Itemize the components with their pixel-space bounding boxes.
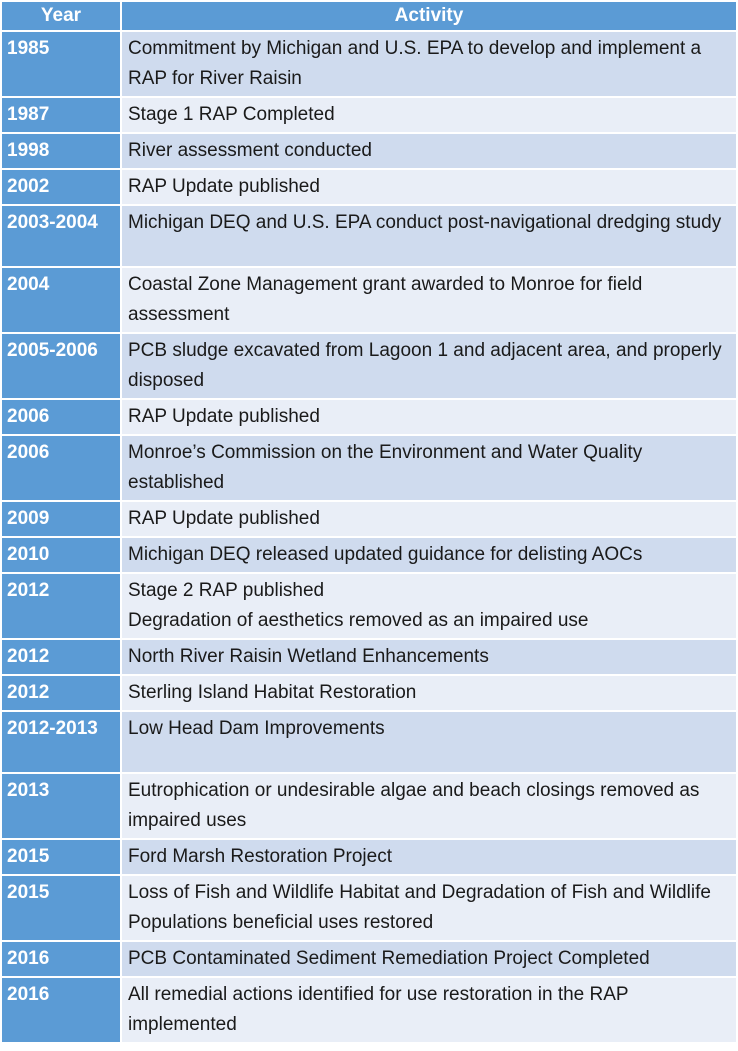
- activity-column-header: Activity: [122, 2, 736, 30]
- activity-line: Degradation of aesthetics removed as an impaired use: [128, 610, 589, 631]
- table-row: [2, 676, 736, 710]
- activity-cell: Michigan DEQ and U.S. EPA conduct post-navigational dredging study: [122, 206, 736, 266]
- activity-cell: RAP Update published: [122, 400, 736, 434]
- table-row: [2, 712, 736, 772]
- activity-cell: RAP Update published: [122, 170, 736, 204]
- year-cell: 2012-2013: [2, 712, 120, 772]
- table-row: [2, 840, 736, 874]
- year-cell: 2002: [2, 170, 120, 204]
- year-cell: 2015: [2, 840, 120, 874]
- activity-cell: Stage 1 RAP Completed: [122, 98, 736, 132]
- table-row: [2, 574, 736, 638]
- activity-cell: All remedial actions identified for use restoration in the RAP implemented: [122, 978, 736, 1042]
- table-row: [2, 774, 736, 838]
- year-column-header: Year: [2, 2, 120, 30]
- activity-cell: Ford Marsh Restoration Project: [122, 840, 736, 874]
- activity-cell: River assessment conducted: [122, 134, 736, 168]
- year-cell: 1998: [2, 134, 120, 168]
- activity-cell: Coastal Zone Management grant awarded to Monroe for field assessment: [122, 268, 736, 332]
- table-row: [2, 98, 736, 132]
- year-cell: 2006: [2, 436, 120, 500]
- activity-cell: Monroe’s Commission on the Environment and Water Quality established: [122, 436, 736, 500]
- year-cell: 2012: [2, 574, 120, 638]
- table-row: [2, 170, 736, 204]
- year-cell: 2003-2004: [2, 206, 120, 266]
- activity-cell: [122, 574, 736, 638]
- activity-cell: Commitment by Michigan and U.S. EPA to develop and implement a RAP for River Raisin: [122, 32, 736, 96]
- table-row: [2, 436, 736, 500]
- year-cell: 2010: [2, 538, 120, 572]
- year-cell: 2009: [2, 502, 120, 536]
- table-row: [2, 502, 736, 536]
- table-row: [2, 134, 736, 168]
- activity-cell: Sterling Island Habitat Restoration: [122, 676, 736, 710]
- year-cell: 2005-2006: [2, 334, 120, 398]
- table-row: [2, 400, 736, 434]
- activity-line: Stage 2 RAP published: [128, 580, 325, 601]
- table-row: [2, 334, 736, 398]
- table-row: [2, 876, 736, 940]
- header-row: [2, 2, 736, 30]
- activity-cell: RAP Update published: [122, 502, 736, 536]
- table-row: [2, 206, 736, 266]
- year-cell: 2012: [2, 676, 120, 710]
- year-cell: 1985: [2, 32, 120, 96]
- table-row: [2, 538, 736, 572]
- activity-cell: Michigan DEQ released updated guidance for delisting AOCs: [122, 538, 736, 572]
- table-row: [2, 942, 736, 976]
- activity-cell: Loss of Fish and Wildlife Habitat and Degradation of Fish and Wildlife Populations beneficial uses restored: [122, 876, 736, 940]
- table-row: [2, 640, 736, 674]
- table-row: [2, 978, 736, 1042]
- activity-cell: Low Head Dam Improvements: [122, 712, 736, 772]
- year-cell: 2004: [2, 268, 120, 332]
- activity-cell: PCB Contaminated Sediment Remediation Project Completed: [122, 942, 736, 976]
- activity-cell: North River Raisin Wetland Enhancements: [122, 640, 736, 674]
- activity-cell: PCB sludge excavated from Lagoon 1 and adjacent area, and properly disposed: [122, 334, 736, 398]
- year-cell: 2006: [2, 400, 120, 434]
- table-row: [2, 32, 736, 96]
- year-cell: 2015: [2, 876, 120, 940]
- year-cell: 1987: [2, 98, 120, 132]
- activity-cell: Eutrophication or undesirable algae and beach closings removed as impaired uses: [122, 774, 736, 838]
- table-row: [2, 268, 736, 332]
- year-cell: 2013: [2, 774, 120, 838]
- year-cell: 2016: [2, 978, 120, 1042]
- year-cell: 2012: [2, 640, 120, 674]
- year-cell: 2016: [2, 942, 120, 976]
